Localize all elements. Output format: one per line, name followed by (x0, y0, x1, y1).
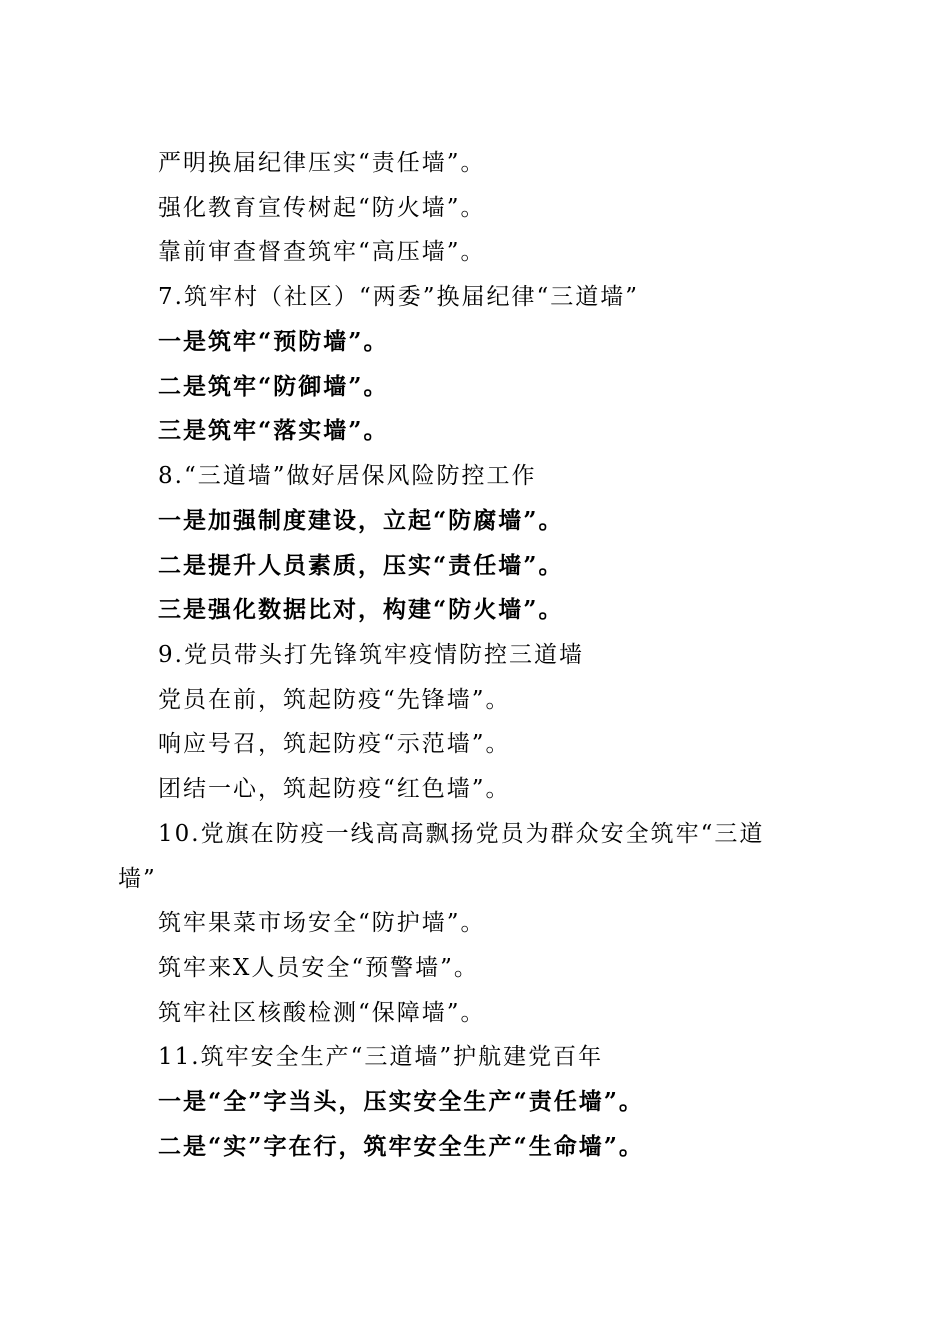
section-heading: 10.党旗在防疫一线高高飘扬党员为群众安全筑牢“三道 (158, 821, 765, 847)
text-line: 筑牢来X人员安全“预警墙”。 (158, 955, 479, 981)
text-line: 严明换届纪律压实“责任墙”。 (158, 150, 486, 176)
text-line: 靠前审查督查筑牢“高压墙”。 (158, 239, 486, 265)
text-line: 二是“实”字在行，筑牢安全生产“生命墙”。 (158, 1133, 644, 1160)
text-line: 一是筑牢“预防墙”。 (158, 328, 389, 355)
text-line: 二是筑牢“防御墙”。 (158, 373, 389, 400)
text-line: 筑牢果菜市场安全“防护墙”。 (158, 910, 486, 936)
text-line: 三是筑牢“落实墙”。 (158, 417, 389, 444)
text-line: 响应号召，筑起防疫“示范墙”。 (158, 731, 511, 757)
text-line: 二是提升人员素质，压实“责任墙”。 (158, 552, 564, 579)
text-line: 党员在前，筑起防疫“先锋墙”。 (158, 687, 511, 713)
text-line: 一是“全”字当头，压实安全生产“责任墙”。 (158, 1088, 644, 1115)
section-heading-continuation: 墙” (118, 866, 157, 892)
text-line: 强化教育宣传树起“防火墙”。 (158, 195, 486, 221)
text-line: 筑牢社区核酸检测“保障墙”。 (158, 1000, 486, 1026)
text-line: 团结一心，筑起防疫“红色墙”。 (158, 776, 511, 802)
section-heading: 9.党员带头打先锋筑牢疫情防控三道墙 (158, 642, 584, 668)
section-heading: 11.筑牢安全生产“三道墙”护航建党百年 (158, 1044, 604, 1070)
text-line: 一是加强制度建设，立起“防腐墙”。 (158, 507, 564, 534)
section-heading: 7.筑牢村（社区）“两委”换届纪律“三道墙” (158, 284, 639, 310)
text-line: 三是强化数据比对，构建“防火墙”。 (158, 596, 564, 623)
section-heading: 8.“三道墙”做好居保风险防控工作 (158, 463, 537, 489)
